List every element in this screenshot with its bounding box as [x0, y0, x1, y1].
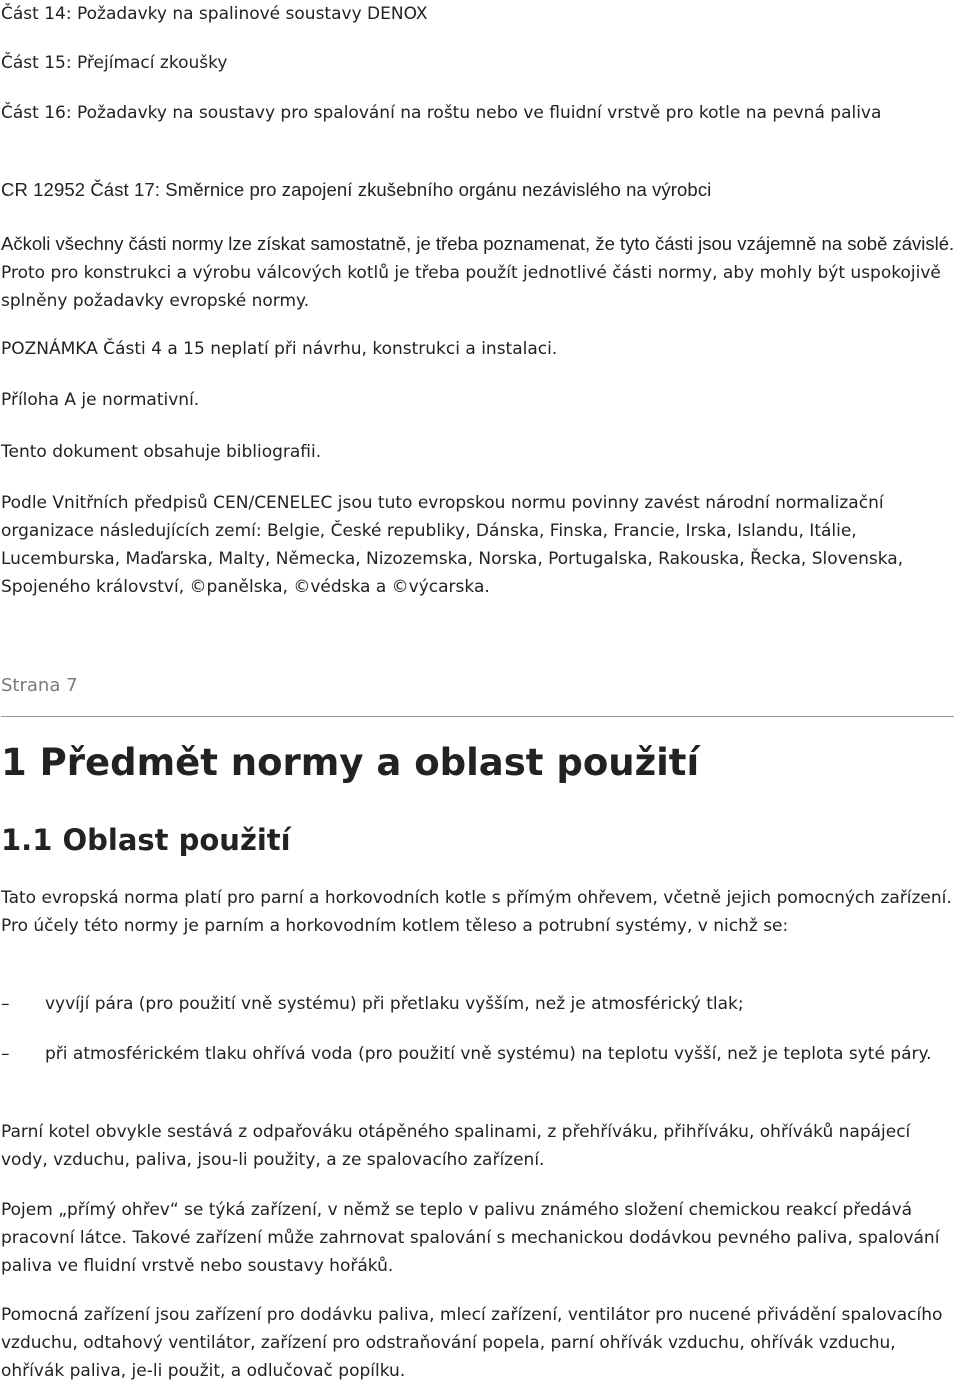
part-15-line: Část 15: Přejímací zkoušky [1, 53, 228, 73]
scope-text-b: Pro účely této normy je parním a horkovodním kotlem těleso a potrubní systémy, v nichž se: [1, 916, 789, 936]
list-item-text: vyvíjí pára (pro použití vně systému) při přetlaku vyšším, než je atmosférický tlak; [45, 994, 744, 1014]
cen-cenelec-paragraph: Podle Vnitřních předpisů CEN/CENELEC jsou tuto evropskou normu povinny zavést národní normalizační organizace následujících zemí: Belgie, České republiky, Dánska, Finska, Francie, Irska, Islandu, Itálie, Lucemburska, Maďarska, Malty, Německa, Nizozemska, Norska, Portugalska, Rakouska, Řecka, Slovenska, Spojeného království, ©panělska, ©védska a ©výcarska. [1, 493, 904, 597]
section-heading: 1 Předmět normy a oblast použití [1, 741, 700, 784]
parts-dependency-paragraph [1, 230, 956, 315]
subsection-heading: 1.1 Oblast použití [1, 823, 291, 857]
part-14-line: Část 14: Požadavky na spalinové soustavy DENOX [1, 4, 428, 24]
scope-text-a: Tato evropská norma platí pro parní a horkovodních kotle s přímým ohřevem, včetně jejich pomocných zařízení. [1, 888, 952, 908]
annex-paragraph: Příloha A je normativní. [1, 390, 200, 410]
part-16-line: Část 16: Požadavky na soustavy pro spalování na roštu nebo ve fluidní vrstvě pro kotle na pevná paliva [1, 103, 882, 123]
auxiliary-equipment-paragraph: Pomocná zařízení jsou zařízení pro dodávku paliva, mlecí zařízení, ventilátor pro nucené přivádění spalovacího vzduchu, odtahový ventilátor, zařízení pro odstraňování popela, parní ohřívák vzduchu, ohřívák vzduchu, ohřívák paliva, je-li použit, a odlučovač popílku. [1, 1305, 943, 1381]
direct-firing-paragraph [1, 1196, 956, 1280]
list-item [1, 990, 956, 1018]
direct-firing-text-a: Pojem „přímý ohřev“ se týká zařízení, v němž se teplo v palivu známého složení chemickou reakcí předává pracovní látce. [1, 1200, 913, 1248]
page-divider [1, 716, 954, 717]
part-17-line: CR 12952 Část 17: Směrnice pro zapojení zkušebního orgánu nezávislého na výrobci [1, 179, 712, 200]
parts-dependency-text-a: Ačkoli všechny části normy lze získat samostatně, je třeba poznamenat, že tyto části jsou vzájemně na sobě závislé. [1, 233, 955, 254]
parts-dependency-text-b: Proto pro konstrukci a výrobu válcových kotlů je třeba použít jednotlivé části normy, aby mohly být uspokojivě splněny požadavky evropské normy. [1, 263, 941, 311]
direct-firing-text-b: Takové zařízení může zahrnovat spalování s mechanickou dodávkou pevného paliva, spalování paliva ve fluidní vrstvě nebo soustavy hořáků. [1, 1228, 940, 1276]
note-paragraph: POZNÁMKA Části 4 a 15 neplatí při návrhu, konstrukci a instalaci. [1, 339, 558, 359]
list-bullet: – [1, 994, 10, 1014]
list-item [1, 1040, 956, 1068]
bibliography-paragraph: Tento dokument obsahuje bibliografii. [1, 442, 322, 462]
page-number-label: Strana 7 [1, 675, 78, 696]
scope-paragraph [1, 884, 956, 940]
list-bullet: – [1, 1044, 10, 1064]
boiler-composition-paragraph: Parní kotel obvykle sestává z odpařováku otápěného spalinami, z přehříváku, přihříváku, ohříváků napájecí vody, vzduchu, paliva, jsou-li použity, a ze spalovacího zařízení. [1, 1122, 911, 1170]
list-item-text: při atmosférickém tlaku ohřívá voda (pro použití vně systému) na teplotu vyšší, než je teplota syté páry. [45, 1044, 932, 1064]
